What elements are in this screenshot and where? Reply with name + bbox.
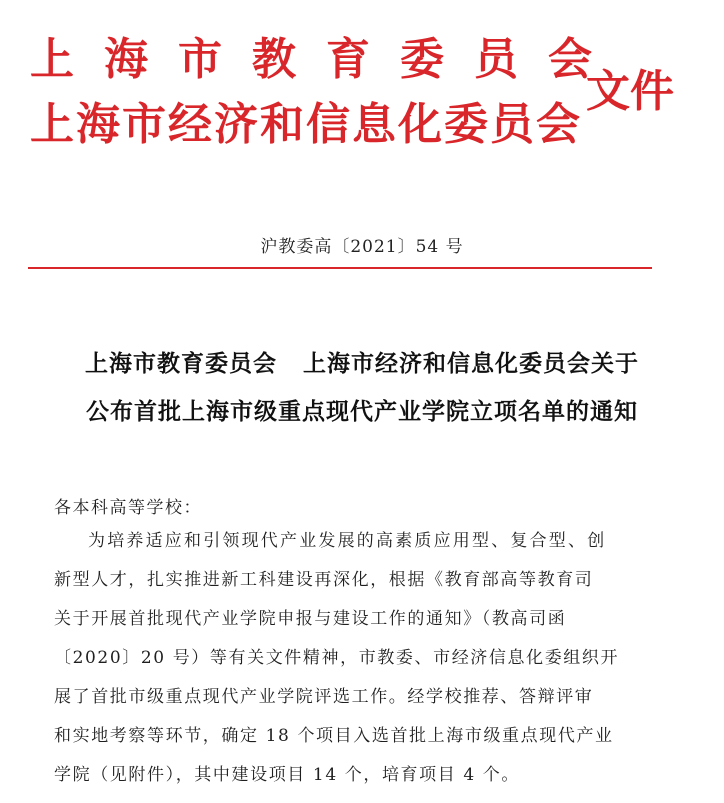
document-title-line-2: 公布首批上海市级重点现代产业学院立项名单的通知 [86, 398, 638, 425]
salutation: 各本科高等学校： [54, 498, 202, 518]
paragraph-line: 〔2020〕20 号）等有关文件精神，市教委、市经济信息化委组织开 [54, 648, 620, 668]
paragraph-line: 为培养适应和引领现代产业发展的高素质应用型、复合型、创 [88, 531, 607, 551]
issuer-name-education-commission: 上海市教育委员会 [30, 34, 622, 85]
paragraph-line: 关于开展首批现代产业学院申报与建设工作的通知》（教高司函 [54, 609, 567, 629]
title-issuer-2: 上海市经济和信息化委员会关于 [303, 350, 639, 377]
document-number: 沪教委高〔2021〕54 号 [260, 237, 464, 257]
paragraph-line: 新型人才，扎实推进新工科建设再深化，根据《教育部高等教育司 [54, 570, 594, 590]
paragraph-line: 和实地考察等环节，确定 18 个项目入选首批上海市级重点现代产业 [54, 726, 614, 746]
document-type-label: 文件 [586, 66, 674, 117]
paragraph-line: 学院（见附件），其中建设项目 14 个，培育项目 4 个。 [54, 765, 520, 785]
document-title-line-1 [0, 345, 724, 378]
red-divider-rule [28, 267, 652, 269]
title-issuer-1: 上海市教育委员会 [85, 350, 277, 377]
issuer-name-economy-commission: 上海市经济和信息化委员会 [30, 99, 582, 150]
paragraph-line: 展了首批市级重点现代产业学院评选工作。经学校推荐、答辩评审 [54, 687, 594, 707]
